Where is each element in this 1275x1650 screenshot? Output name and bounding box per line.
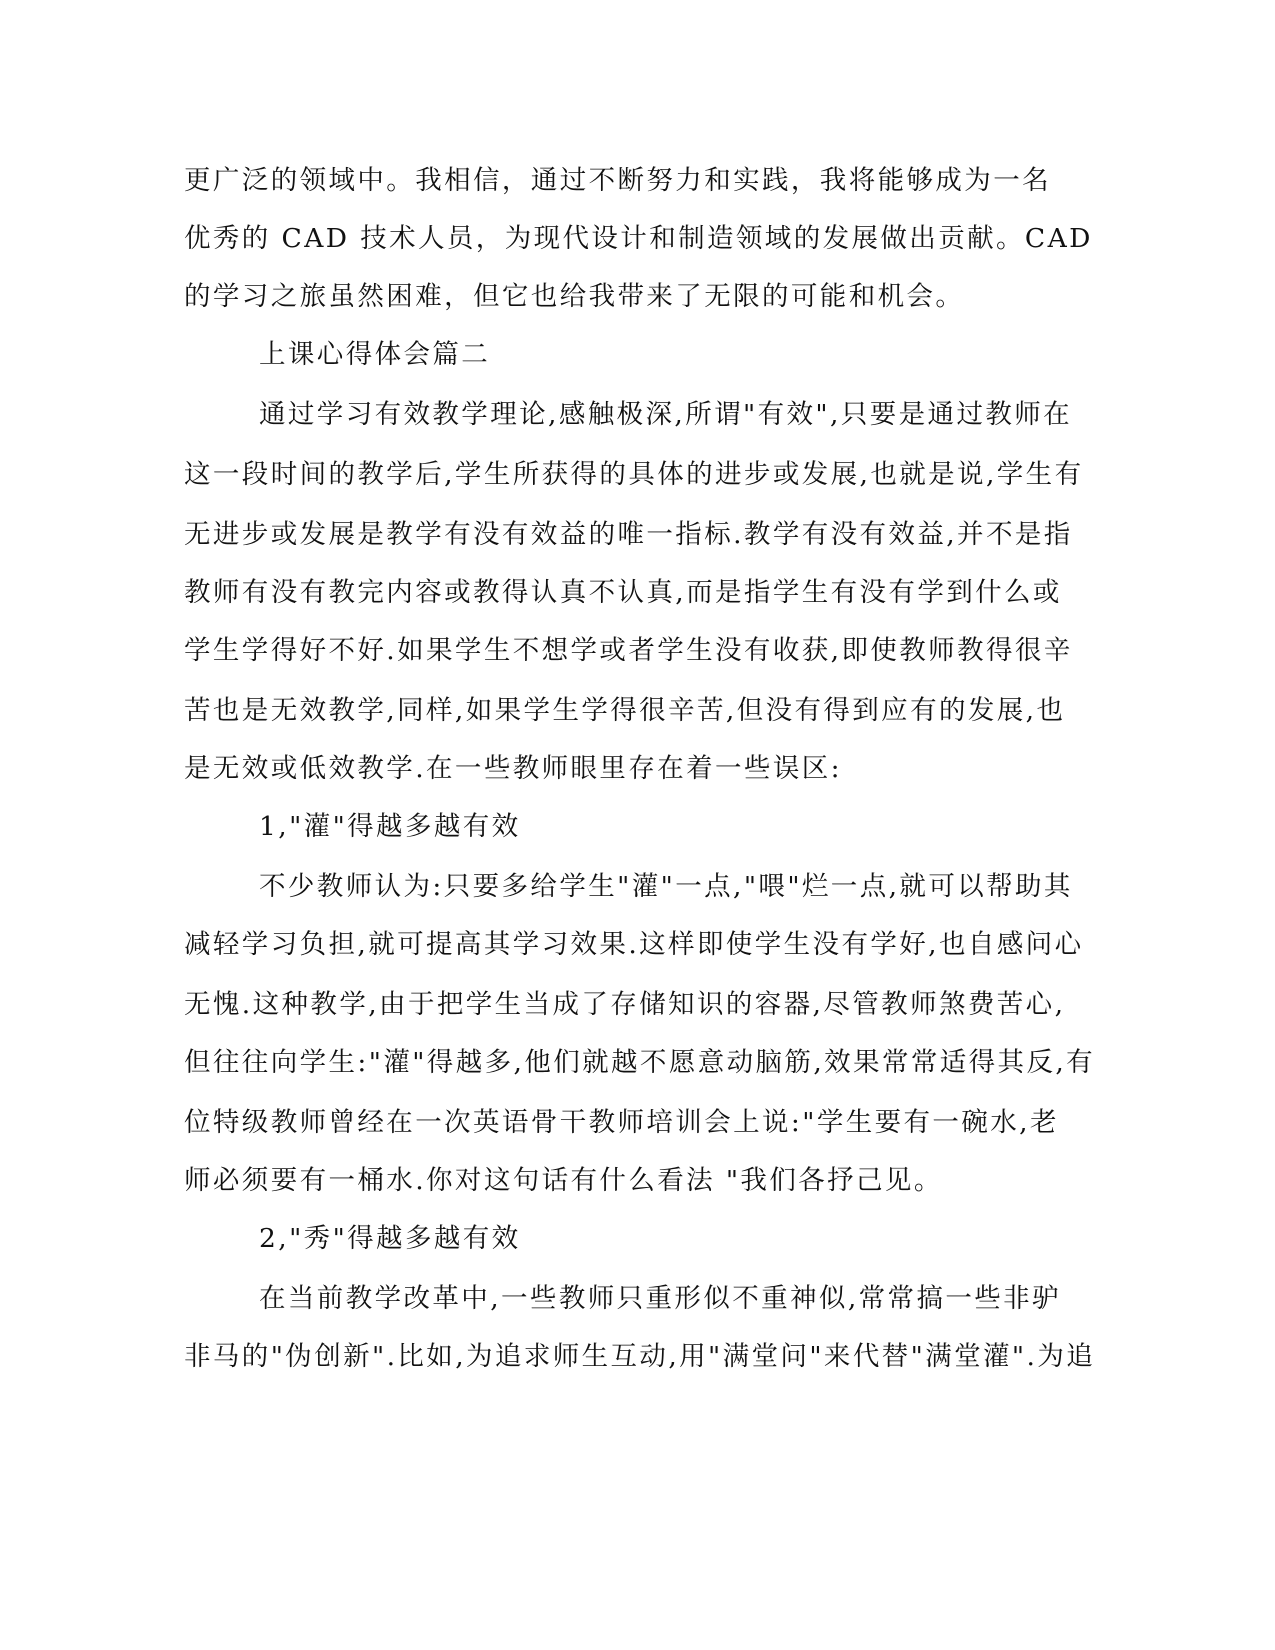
text-line: 是无效或低效教学.在一些教师眼里存在着一些误区:: [184, 753, 842, 784]
text-line: 无愧.这种教学,由于把学生当成了存储知识的容器,尽管教师煞费苦心,: [184, 989, 1066, 1020]
text-line: 在当前教学改革中,一些教师只重形似不重神似,常常搞一些非驴: [259, 1283, 1061, 1314]
text-line: 优秀的 CAD 技术人员，为现代设计和制造领域的发展做出贡献。CAD: [184, 223, 1093, 254]
text-line: 不少教师认为:只要多给学生"灌"一点,"喂"烂一点,就可以帮助其: [259, 871, 1073, 902]
text-line: 的学习之旅虽然困难，但它也给我带来了无限的可能和机会。: [184, 281, 965, 312]
text-line: 师必须要有一桶水.你对这句话有什么看法 "我们各抒己见。: [184, 1165, 943, 1196]
text-line: 教师有没有教完内容或教得认真不认真,而是指学生有没有学到什么或: [184, 577, 1062, 608]
text-line: 但往往向学生:"灌"得越多,他们就越不愿意动脑筋,效果常常适得其反,有: [184, 1047, 1096, 1078]
text-line: 位特级教师曾经在一次英语骨干教师培训会上说:"学生要有一碗水,老: [184, 1107, 1059, 1138]
text-line: 更广泛的领域中。我相信，通过不断努力和实践，我将能够成为一名: [184, 165, 1051, 196]
text-line: 这一段时间的教学后,学生所获得的具体的进步或发展,也就是说,学生有: [184, 459, 1084, 490]
text-line: 减轻学习负担,就可提高其学习效果.这样即使学生没有学好,也自感问心: [184, 929, 1084, 960]
text-line: 苦也是无效教学,同样,如果学生学得很辛苦,但没有得到应有的发展,也: [184, 695, 1066, 726]
subheading: 2,"秀"得越多越有效: [259, 1223, 521, 1254]
text-line: 非马的"伪创新".比如,为追求师生互动,用"满堂问"来代替"满堂灌".为追: [184, 1341, 1096, 1372]
text-line: 通过学习有效教学理论,感触极深,所谓"有效",只要是通过教师在: [259, 399, 1073, 430]
section-heading: 上课心得体会篇二: [259, 339, 491, 370]
text-line: 学生学得好不好.如果学生不想学或者学生没有收获,即使教师教得很辛: [184, 635, 1073, 666]
subheading: 1,"灌"得越多越有效: [259, 811, 521, 842]
text-line: 无进步或发展是教学有没有效益的唯一指标.教学有没有效益,并不是指: [184, 519, 1073, 550]
